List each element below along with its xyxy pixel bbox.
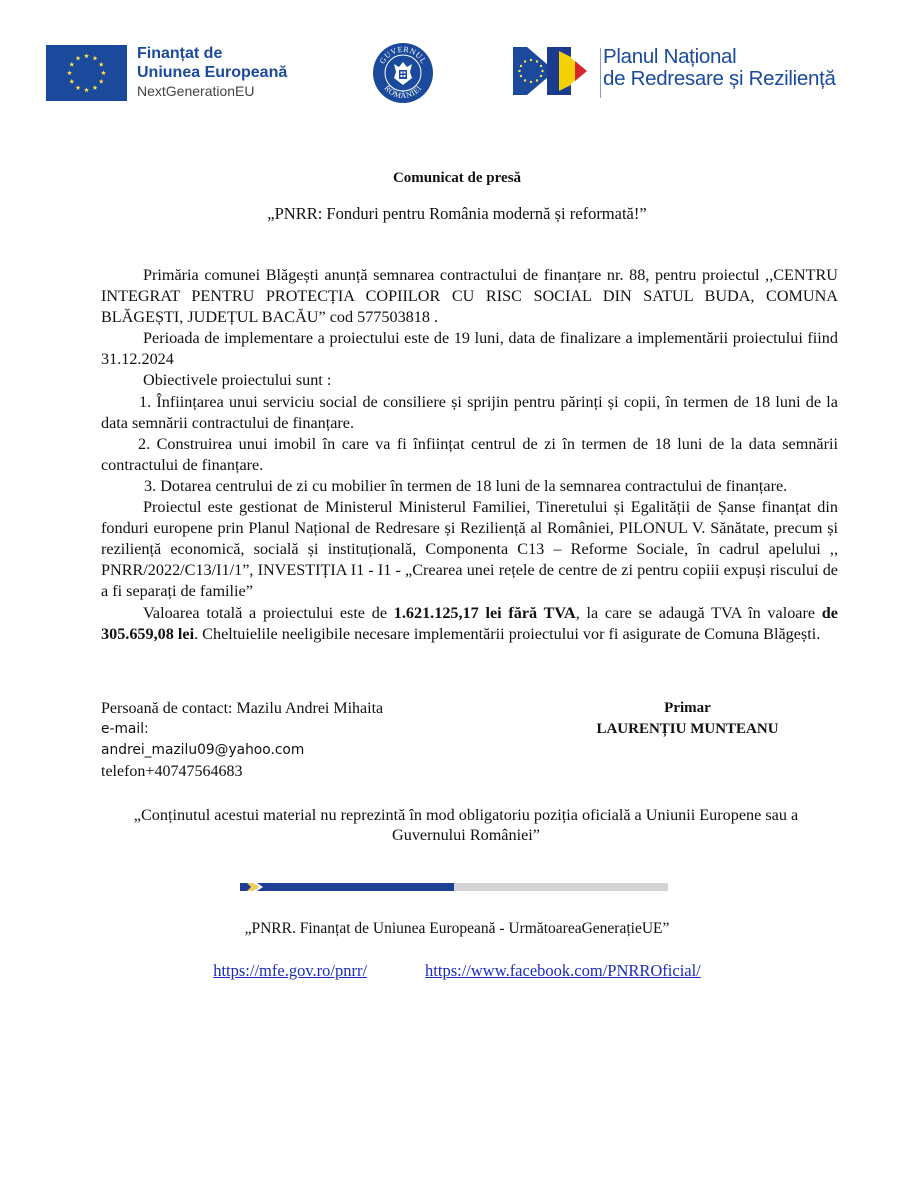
value-amount-vat: de 305.659,08 lei <box>101 603 838 643</box>
objective-item: 3. Dotarea centrului de zi cu mobilier în termen de 18 luni de la semnarea contractului de finanțare. <box>144 476 788 495</box>
contact-email-line <box>101 719 383 761</box>
eu-star-icon <box>69 79 74 84</box>
signature-block <box>560 698 815 740</box>
eu-star-icon <box>69 62 74 67</box>
bar-arrow-icon <box>240 882 270 892</box>
paragraph-implementation-period: Perioada de implementare a proiectului este de 19 luni, data de finalizare a implementării proiectului fiind 31.12.2024 <box>101 329 838 369</box>
paragraph-management: Proiectul este gestionat de Ministerul Ministerul Familiei, Tineretului și Egalității de Șanse finanțat din fonduri europene prin Planul Național de Redresare și Reziliență al României, PILONUL V. Sănătate, precum și reziliență economică, socială și instituțională, Componenta C13 – Reforme Sociale, în cadrul apelului ,, PNRR/2022/C13/I1/1”, INVESTIȚIA I1 - I1 - „Crearea unei rețele de centre de zi pentru copiii expuși riscului de a fi separați de familie” <box>101 498 838 601</box>
signature-name: LAURENȚIU MUNTEANU <box>596 721 779 737</box>
contact-email-label: e-mail: <box>101 721 149 737</box>
pnrr-decorative-bar <box>240 883 668 891</box>
seal-top-text: GUVERNUL <box>377 44 429 66</box>
footer-links <box>0 961 914 981</box>
pnrr-logo-line1: Planul Național <box>603 45 737 68</box>
eu-logo-line3: NextGenerationEU <box>137 83 255 99</box>
eu-logo-line2: Uniunea Europeană <box>137 64 288 81</box>
contact-block <box>101 698 383 782</box>
value-amount-net: 1.621.125,17 lei fără TVA <box>393 603 576 622</box>
eu-star-icon <box>101 70 106 75</box>
contact-phone: telefon+40747564683 <box>101 763 243 780</box>
romanian-government-seal-icon <box>372 42 434 104</box>
value-text: , la care se adaugă TVA în valoare <box>575 603 822 622</box>
pnrr-logo-divider <box>600 48 601 98</box>
eu-star-icon <box>99 79 104 84</box>
eu-logo-line1: Finanțat de <box>137 45 223 62</box>
eu-star-icon <box>84 53 89 58</box>
paragraph-value <box>101 603 838 645</box>
signature-role: Primar <box>664 700 711 716</box>
disclaimer: „Conținutul acestui material nu reprezintă în mod obligatoriu poziția oficială a Uniunii Europene sau a Guvernului României” <box>133 806 799 844</box>
eu-star-icon <box>93 56 98 61</box>
pnrr-logo-text <box>603 46 836 90</box>
document-subtitle: „PNRR: Fonduri pentru România modernă și reformată!” <box>267 204 647 223</box>
document-title: Comunicat de presă <box>392 170 522 186</box>
eu-star-icon <box>84 87 89 92</box>
eu-funding-logo-text <box>137 44 287 101</box>
pnrr-flag-arrows-icon <box>513 47 599 95</box>
objectives-intro: Obiectivele proiectului sunt : <box>143 371 332 390</box>
value-text: . Cheltuielile neeligibile necesare implementării proiectului vor fi asigurate de Comuna Blăgești. <box>194 624 821 643</box>
facebook-pnrr-link[interactable]: https://www.facebook.com/PNRROficial/ <box>425 961 701 980</box>
contact-person: Persoană de contact: Mazilu Andrei Mihaita <box>101 700 384 717</box>
eu-star-icon <box>93 85 98 90</box>
footer-slogan: „PNRR. Finanțat de Uniunea Europeană - UrmătoareaGenerațieUE” <box>244 920 670 937</box>
objective-item: 2. Construirea unui imobil în care va fi înființat centrul de zi în termen de 18 luni de la data semnării contractului de finanțare. <box>101 434 838 474</box>
press-release-body <box>101 265 838 645</box>
value-text: Valoarea totală a proiectului este de <box>143 603 394 622</box>
contact-email: andrei_mazilu09@yahoo.com <box>101 742 305 758</box>
eu-star-icon <box>99 62 104 67</box>
seal-bottom-text: ROMÂNIEI <box>382 83 424 101</box>
paragraph-announcement: Primăria comunei Blăgești anunță semnarea contractului de finanțare nr. 88, pentru proiectul ,,CENTRU INTEGRAT PENTRU PROTECȚIA COPIILOR CU RISC SOCIAL DIN SATUL BUDA, COMUNA BLĂGEȘTI, JUDEȚUL BACĂU” cod 577503818 . <box>101 266 838 327</box>
pnrr-logo-line2: de Redresare și Reziliență <box>603 67 836 90</box>
mfe-pnrr-link[interactable]: https://mfe.gov.ro/pnrr/ <box>213 961 368 980</box>
bar-grey-segment <box>454 883 668 891</box>
eu-star-icon <box>76 56 81 61</box>
objective-item: 1. Înființarea unui serviciu social de consiliere și sprijin pentru părinți și copii, în termen de 18 luni de la data semnării contractului de finanțare. <box>101 392 838 432</box>
eu-star-icon <box>67 70 72 75</box>
eu-star-icon <box>76 85 81 90</box>
eu-flag-icon <box>46 45 127 101</box>
bar-blue-segment <box>240 883 454 891</box>
